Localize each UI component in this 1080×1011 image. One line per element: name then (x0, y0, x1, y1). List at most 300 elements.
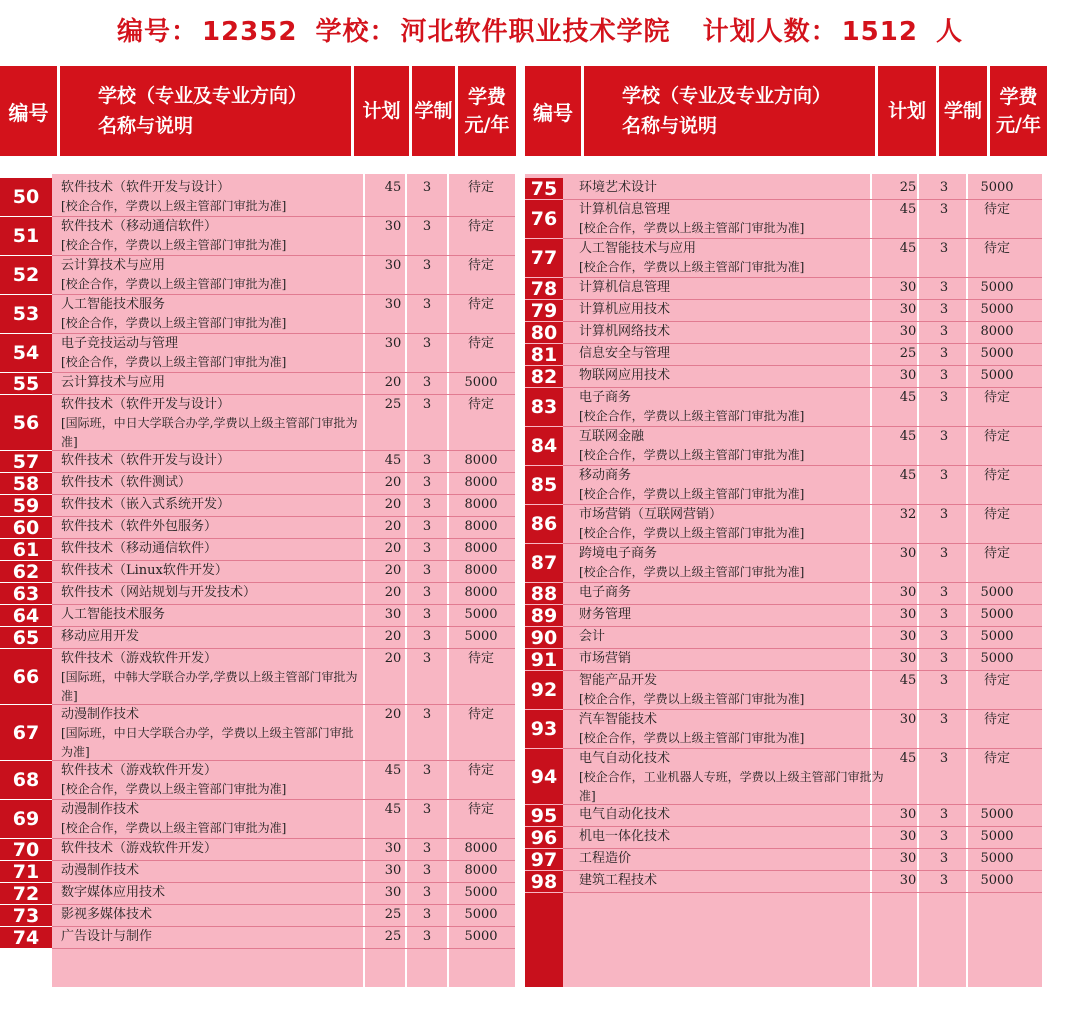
table-row (525, 322, 1042, 344)
program-name: 移动应用开发 (61, 629, 140, 644)
row-number: 52 (0, 256, 52, 294)
plan-count: 25 (899, 180, 917, 195)
row-number: 93 (525, 710, 563, 748)
program-name-cell (61, 627, 361, 646)
row-number: 73 (0, 905, 52, 926)
program-name-cell (61, 605, 361, 624)
program-name: 软件技术（移动通信软件） (61, 219, 218, 234)
program-name-cell (579, 466, 899, 504)
plan-count: 30 (899, 651, 917, 666)
tuition-fee: 待定 (467, 336, 494, 351)
program-note: [校企合作，学费以上级主管部门审批为准] (61, 355, 287, 369)
plan-count: 25 (384, 907, 402, 922)
program-name-cell (579, 827, 899, 846)
plan-count: 25 (899, 346, 917, 361)
plan-count: 45 (384, 180, 402, 195)
header-years: 学制 (939, 66, 987, 156)
header-name (60, 66, 351, 156)
header-fee (458, 66, 516, 156)
study-years: 3 (422, 453, 432, 468)
header-fee-line2: 元/年 (464, 114, 510, 136)
program-name-cell (61, 495, 361, 514)
table-row (525, 749, 1042, 805)
program-note: [校企合作，学费以上级主管部门审批为准] (61, 782, 287, 796)
plan-count: 30 (899, 829, 917, 844)
program-name: 电气自动化技术 (579, 751, 671, 766)
plan-count: 20 (384, 707, 402, 722)
study-years: 3 (422, 375, 432, 390)
plan-count: 45 (899, 202, 917, 217)
study-years: 3 (939, 751, 949, 766)
program-name-cell (579, 627, 899, 646)
program-name-cell (579, 239, 899, 277)
program-name-cell (61, 761, 361, 799)
program-note: [校企合作，学费以上级主管部门审批为准] (61, 277, 287, 291)
program-name-cell (579, 388, 899, 426)
study-years: 3 (422, 336, 432, 351)
study-years: 3 (939, 873, 949, 888)
program-note: [校企合作，学费以上级主管部门审批为准] (579, 526, 805, 540)
right-header (525, 66, 1047, 156)
tuition-fee: 8000 (464, 541, 498, 556)
tuition-fee: 8000 (464, 519, 498, 534)
plan-unit: 人 (936, 17, 964, 47)
plan-count: 30 (384, 219, 402, 234)
program-name: 软件技术（软件开发与设计） (61, 180, 231, 195)
row-number: 62 (0, 561, 52, 582)
program-name-cell (579, 544, 899, 582)
table-row (525, 505, 1042, 544)
row-number: 92 (525, 671, 563, 709)
table-row (0, 861, 515, 883)
study-years: 3 (422, 651, 432, 666)
row-number: 56 (0, 395, 52, 450)
program-name: 计算机应用技术 (579, 302, 671, 317)
program-name: 市场营销（互联网营销） (579, 507, 723, 522)
table-row (0, 627, 515, 649)
row-number: 88 (525, 583, 563, 604)
plan-count: 45 (384, 763, 402, 778)
program-name: 广告设计与制作 (61, 929, 153, 944)
program-name: 软件技术（软件测试） (61, 475, 192, 490)
program-name: 软件技术（移动通信软件） (61, 541, 218, 556)
plan-count: 30 (899, 324, 917, 339)
program-name: 软件技术（Linux软件开发） (61, 563, 228, 578)
left-table (0, 174, 515, 987)
table-row (0, 761, 515, 800)
row-number: 60 (0, 517, 52, 538)
tuition-fee: 5000 (464, 907, 498, 922)
row-number: 68 (0, 761, 52, 799)
table-row (525, 827, 1042, 849)
program-name: 电子竞技运动与管理 (61, 336, 179, 351)
header-fee (990, 66, 1047, 156)
program-name-cell (579, 671, 899, 709)
program-name-cell (579, 649, 899, 668)
program-name-cell (61, 373, 361, 392)
study-years: 3 (422, 475, 432, 490)
row-number: 57 (0, 451, 52, 472)
program-name-cell (579, 427, 899, 465)
table-row (0, 905, 515, 927)
plan-count: 45 (384, 453, 402, 468)
plan-count: 20 (384, 475, 402, 490)
program-name: 物联网应用技术 (579, 368, 671, 383)
row-number: 83 (525, 388, 563, 426)
plan-count: 30 (899, 712, 917, 727)
table-row (525, 605, 1042, 627)
program-name: 跨境电子商务 (579, 546, 658, 561)
row-number: 85 (525, 466, 563, 504)
row-number: 65 (0, 627, 52, 648)
plan-count: 30 (899, 629, 917, 644)
study-years: 3 (939, 368, 949, 383)
study-years: 3 (939, 390, 949, 405)
program-name: 数字媒体应用技术 (61, 885, 166, 900)
table-row (525, 849, 1042, 871)
program-name-cell (579, 871, 899, 890)
tuition-fee: 5000 (464, 885, 498, 900)
header-num: 编号 (0, 66, 57, 156)
header-name-line2: 名称与说明 (622, 115, 718, 137)
tuition-fee: 待定 (983, 202, 1010, 217)
program-name: 财务管理 (579, 607, 632, 622)
tuition-fee: 5000 (980, 807, 1014, 822)
right-table (525, 174, 1042, 987)
program-name-cell (61, 517, 361, 536)
table-row (0, 649, 515, 705)
table-row (0, 927, 515, 949)
header-fee-line1: 学费 (999, 86, 1038, 108)
tuition-fee: 5000 (980, 302, 1014, 317)
program-name-cell (579, 805, 899, 824)
table-row (525, 544, 1042, 583)
study-years: 3 (939, 468, 949, 483)
header-num: 编号 (525, 66, 581, 156)
tuition-fee: 待定 (467, 707, 494, 722)
program-name: 电气自动化技术 (579, 807, 671, 822)
table-row (525, 627, 1042, 649)
tuition-fee: 待定 (467, 258, 494, 273)
study-years: 3 (422, 497, 432, 512)
program-note: [校企合作，学费以上级主管部门审批为准] (579, 409, 805, 423)
table-row (0, 583, 515, 605)
school-label: 学校： (315, 17, 397, 47)
row-number: 58 (0, 473, 52, 494)
table-row (0, 256, 515, 295)
study-years: 3 (422, 297, 432, 312)
left-header (0, 66, 516, 156)
tuition-fee: 待定 (983, 468, 1010, 483)
study-years: 3 (939, 829, 949, 844)
school-name: 河北软件职业技术学院 (400, 17, 671, 47)
study-years: 3 (422, 563, 432, 578)
program-name: 计算机信息管理 (579, 280, 671, 295)
program-name-cell (579, 278, 899, 297)
program-name: 云计算技术与应用 (61, 375, 166, 390)
table-row (525, 649, 1042, 671)
tuition-fee: 5000 (980, 607, 1014, 622)
program-note: [校企合作，学费以上级主管部门审批为准] (579, 448, 805, 462)
row-number: 66 (0, 649, 52, 704)
row-number: 74 (0, 927, 52, 948)
program-name: 计算机网络技术 (579, 324, 671, 339)
tuition-fee: 5000 (980, 629, 1014, 644)
program-name-cell (61, 539, 361, 558)
tuition-fee: 8000 (464, 863, 498, 878)
plan-count: 30 (899, 607, 917, 622)
table-row (525, 344, 1042, 366)
table-row (525, 239, 1042, 278)
study-years: 3 (939, 807, 949, 822)
row-number: 59 (0, 495, 52, 516)
program-name-cell (61, 451, 361, 470)
plan-count: 45 (899, 751, 917, 766)
plan-count: 20 (384, 375, 402, 390)
plan-count: 20 (384, 519, 402, 534)
program-name: 人工智能技术服务 (61, 297, 166, 312)
program-name-cell (579, 749, 899, 806)
table-row (0, 517, 515, 539)
tuition-fee: 待定 (983, 390, 1010, 405)
plan-count: 32 (899, 507, 917, 522)
tuition-fee: 待定 (467, 802, 494, 817)
tuition-fee: 5000 (464, 607, 498, 622)
table-row (0, 839, 515, 861)
header-fee-line1: 学费 (467, 86, 506, 108)
header-fee-line2: 元/年 (996, 114, 1041, 136)
table-row (525, 583, 1042, 605)
row-number: 61 (0, 539, 52, 560)
header-years: 学制 (412, 66, 455, 156)
table-row (0, 395, 515, 451)
plan-count: 20 (384, 563, 402, 578)
study-years: 3 (939, 673, 949, 688)
tuition-fee: 5000 (980, 873, 1014, 888)
program-name: 移动商务 (579, 468, 632, 483)
row-number: 78 (525, 278, 563, 299)
study-years: 3 (422, 863, 432, 878)
table-row (0, 883, 515, 905)
table-row (0, 295, 515, 334)
plan-count: 20 (384, 629, 402, 644)
header-plan: 计划 (878, 66, 936, 156)
program-name-cell (579, 322, 899, 341)
table-row (525, 466, 1042, 505)
table-row (0, 495, 515, 517)
program-note: [国际班，中韩大学联合办学,学费以上级主管部门审批为准] (61, 670, 358, 703)
program-name: 云计算技术与应用 (61, 258, 166, 273)
table-row (0, 451, 515, 473)
row-number: 67 (0, 705, 52, 760)
tuition-fee: 待定 (467, 180, 494, 195)
row-number: 72 (0, 883, 52, 904)
table-row (525, 200, 1042, 239)
program-name: 软件技术（网站规划与开发技术） (61, 585, 257, 600)
plan-count: 25 (384, 929, 402, 944)
tuition-fee: 待定 (467, 297, 494, 312)
row-number: 84 (525, 427, 563, 465)
tuition-fee: 待定 (983, 712, 1010, 727)
code-label: 编号： (116, 17, 198, 47)
table-row (0, 217, 515, 256)
program-name-cell (579, 605, 899, 624)
row-number: 81 (525, 344, 563, 365)
row-number: 75 (525, 178, 563, 199)
program-note: [校企合作，学费以上级主管部门审批为准] (579, 731, 805, 745)
table-row (0, 334, 515, 373)
program-name-cell (61, 800, 361, 838)
plan-count: 25 (384, 397, 402, 412)
program-name: 软件技术（嵌入式系统开发） (61, 497, 231, 512)
program-name: 工程造价 (579, 851, 632, 866)
table-row (525, 366, 1042, 388)
program-name-cell (579, 366, 899, 385)
study-years: 3 (939, 651, 949, 666)
tuition-fee: 5000 (980, 180, 1014, 195)
plan-count: 30 (384, 297, 402, 312)
table-row (525, 710, 1042, 749)
study-years: 3 (939, 851, 949, 866)
program-name-cell (579, 583, 899, 602)
tuition-fee: 5000 (980, 346, 1014, 361)
program-note: [国际班，中日大学联合办学,学费以上级主管部门审批为准] (61, 416, 358, 449)
plan-count: 45 (384, 802, 402, 817)
study-years: 3 (422, 607, 432, 622)
program-name: 人工智能技术与应用 (579, 241, 697, 256)
program-name-cell (61, 256, 361, 294)
tuition-fee: 8000 (464, 563, 498, 578)
program-note: [校企合作，学费以上级主管部门审批为准] (61, 316, 287, 330)
tuition-fee: 5000 (980, 368, 1014, 383)
table-row (0, 373, 515, 395)
program-name-cell (61, 927, 361, 946)
study-years: 3 (939, 712, 949, 727)
program-note: [国际班，中日大学联合办学，学费以上级主管部门审批为准] (61, 726, 354, 759)
header-name-line2: 名称与说明 (98, 115, 194, 137)
plan-count: 45 (899, 673, 917, 688)
study-years: 3 (939, 429, 949, 444)
study-years: 3 (422, 763, 432, 778)
tuition-fee: 待定 (467, 651, 494, 666)
row-number: 51 (0, 217, 52, 255)
row-number: 89 (525, 605, 563, 626)
row-number: 77 (525, 239, 563, 277)
tuition-fee: 5000 (980, 280, 1014, 295)
table-row (0, 705, 515, 761)
study-years: 3 (939, 202, 949, 217)
table-row (525, 671, 1042, 710)
program-name: 软件技术（软件外包服务） (61, 519, 218, 534)
program-name-cell (61, 861, 361, 880)
plan-count: 20 (384, 497, 402, 512)
program-note: [校企合作，学费以上级主管部门审批为准] (579, 221, 805, 235)
study-years: 3 (939, 346, 949, 361)
plan-count: 30 (899, 546, 917, 561)
program-name: 影视多媒体技术 (61, 907, 153, 922)
plan-count: 30 (899, 851, 917, 866)
study-years: 3 (939, 241, 949, 256)
table-row (0, 605, 515, 627)
program-name-cell (61, 561, 361, 580)
program-name-cell (579, 849, 899, 868)
study-years: 3 (422, 397, 432, 412)
table-row (525, 300, 1042, 322)
program-name-cell (61, 883, 361, 902)
program-name: 电子商务 (579, 390, 632, 405)
tuition-fee: 待定 (983, 241, 1010, 256)
program-note: [校企合作，学费以上级主管部门审批为准] (579, 260, 805, 274)
plan-count: 45 (899, 241, 917, 256)
program-name: 机电一体化技术 (579, 829, 671, 844)
study-years: 3 (422, 180, 432, 195)
program-name-cell (61, 583, 361, 602)
tuition-fee: 8000 (464, 497, 498, 512)
header-name-line1: 学校（专业及专业方向） (98, 85, 308, 107)
program-name: 动漫制作技术 (61, 707, 140, 722)
program-name-cell (61, 649, 361, 706)
row-number: 91 (525, 649, 563, 670)
tuition-fee: 待定 (467, 763, 494, 778)
tuition-fee: 待定 (983, 507, 1010, 522)
study-years: 3 (422, 258, 432, 273)
study-years: 3 (939, 629, 949, 644)
tuition-fee: 待定 (983, 751, 1010, 766)
row-number: 87 (525, 544, 563, 582)
row-number: 90 (525, 627, 563, 648)
program-name: 软件技术（软件开发与设计） (61, 397, 231, 412)
study-years: 3 (422, 519, 432, 534)
row-number: 97 (525, 849, 563, 870)
plan-count: 30 (384, 885, 402, 900)
table-row (525, 805, 1042, 827)
row-number: 86 (525, 505, 563, 543)
row-number: 94 (525, 749, 563, 804)
row-number: 76 (525, 200, 563, 238)
plan-total: 1512 (841, 17, 918, 47)
tuition-fee: 5000 (980, 651, 1014, 666)
study-years: 3 (939, 280, 949, 295)
row-number: 55 (0, 373, 52, 394)
plan-count: 45 (899, 468, 917, 483)
study-years: 3 (422, 907, 432, 922)
plan-count: 30 (899, 585, 917, 600)
tuition-fee: 8000 (980, 324, 1014, 339)
program-name-cell (61, 178, 361, 216)
program-name-cell (579, 710, 899, 748)
table-row (525, 278, 1042, 300)
plan-count: 30 (384, 841, 402, 856)
study-years: 3 (422, 885, 432, 900)
row-number: 96 (525, 827, 563, 848)
program-name: 动漫制作技术 (61, 863, 140, 878)
header-name (584, 66, 875, 156)
program-name: 汽车智能技术 (579, 712, 658, 727)
program-note: [校企合作，学费以上级主管部门审批为准] (579, 692, 805, 706)
study-years: 3 (422, 802, 432, 817)
plan-count: 20 (384, 541, 402, 556)
program-name-cell (579, 200, 899, 238)
tuition-fee: 8000 (464, 585, 498, 600)
row-number: 63 (0, 583, 52, 604)
table-row (0, 800, 515, 839)
program-name-cell (61, 705, 361, 762)
program-note: [校企合作，学费以上级主管部门审批为准] (579, 487, 805, 501)
program-name: 建筑工程技术 (579, 873, 658, 888)
program-name: 计算机信息管理 (579, 202, 671, 217)
program-name-cell (579, 505, 899, 543)
program-name-cell (579, 300, 899, 319)
